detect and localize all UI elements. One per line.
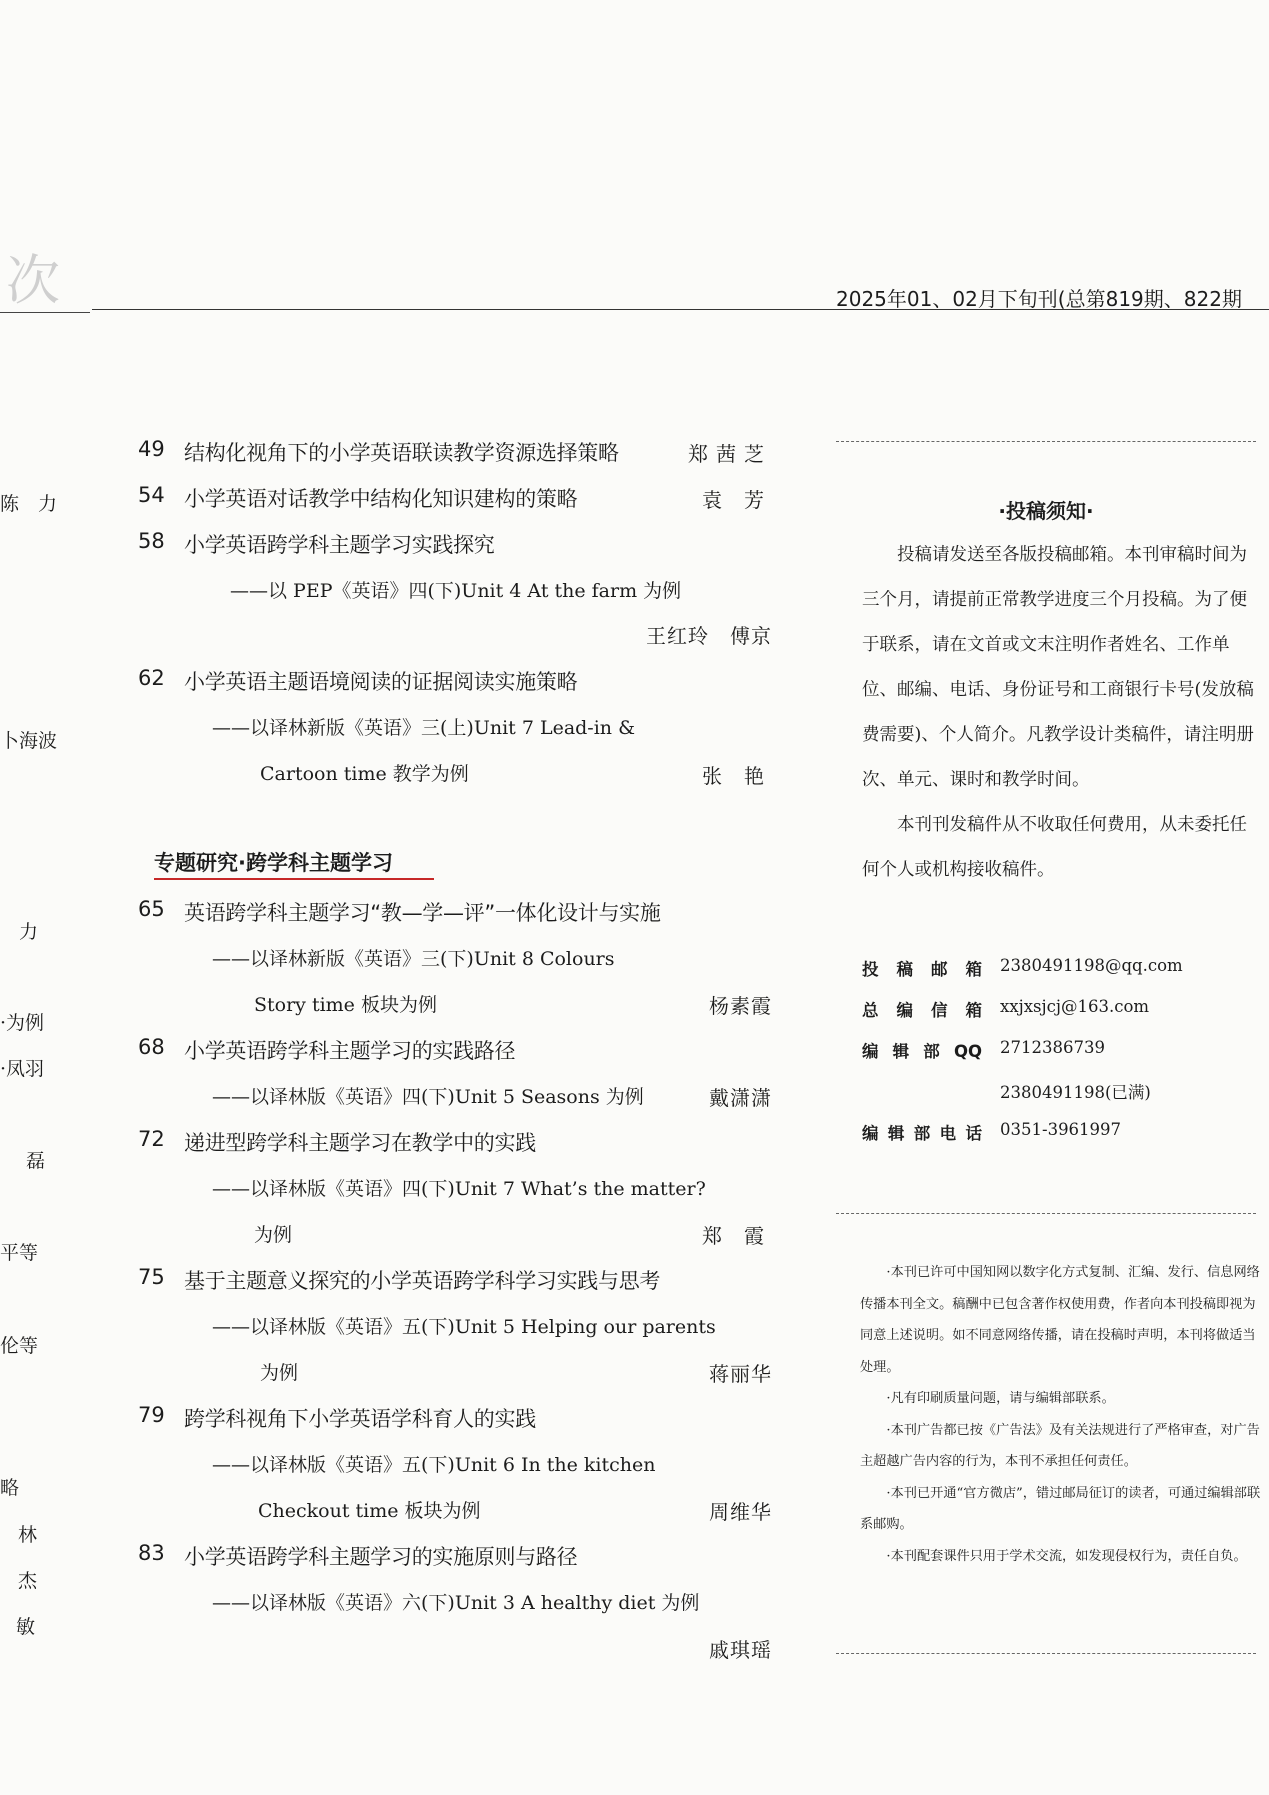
toc-title: 小学英语跨学科主题学习的实施原则与路径: [184, 1545, 578, 1569]
left-fragment: 林: [18, 1524, 38, 1546]
toc-author: 戴潇潇: [709, 1086, 772, 1110]
contact-label: 编辑部电话: [862, 1124, 982, 1143]
left-fragment: 磊: [26, 1150, 46, 1172]
toc-page-number: 54: [138, 483, 165, 507]
toc-page-number: 79: [138, 1403, 165, 1427]
contact-value: 2712386739: [1000, 1038, 1105, 1057]
toc-title: 小学英语对话教学中结构化知识建构的策略: [184, 487, 578, 511]
toc-author: 郑霞: [702, 1224, 786, 1248]
toc-subtitle: ——以译林新版《英语》三(上)Unit 7 Lead-in &: [212, 717, 635, 739]
toc-author: 袁芳: [702, 488, 786, 512]
section-heading: 专题研究·跨学科主题学习: [154, 851, 393, 875]
notice-paragraph: 投稿请发送至各版投稿邮箱。本刊审稿时间为三个月，请提前正常教学进度三个月投稿。为了便于联系，请在文首或文末注明作者姓名、工作单位、邮编、电话、身份证号和工商银行卡号(发放稿费需要)、个人简介。凡教学设计类稿件，请注明册次、单元、课时和教学时间。: [862, 545, 1254, 790]
left-fragment: ·凤羽: [0, 1058, 45, 1080]
fine-print-item: ·凡有印刷质量问题，请与编辑部联系。: [886, 1391, 1115, 1406]
left-fragment: 伦等: [0, 1335, 39, 1357]
toc-page-number: 62: [138, 666, 165, 690]
contact-value: 0351-3961997: [1000, 1120, 1122, 1139]
toc-page-number: 68: [138, 1035, 165, 1059]
contact-label: 投稿邮箱: [862, 960, 982, 979]
toc-subtitle: Cartoon time 教学为例: [260, 763, 469, 785]
dashed-divider: [836, 1653, 1256, 1654]
notice-title: ·投稿须知·: [998, 499, 1094, 523]
fine-print-item: ·本刊广告都已按《广告法》及有关法规进行了严格审查，对广告主超越广告内容的行为，本刊不承担任何责任。: [860, 1422, 1260, 1469]
toc-subtitle: ——以 PEP《英语》四(下)Unit 4 At the farm 为例: [230, 580, 682, 602]
toc-author: 杨素霞: [709, 994, 772, 1018]
header-chapter-glyph: 次: [6, 249, 58, 312]
left-fragment: ·为例: [0, 1012, 45, 1034]
toc-title: 基于主题意义探究的小学英语跨学科学习实践与思考: [184, 1269, 661, 1293]
header-rule-left: [0, 312, 90, 313]
toc-subtitle: Checkout time 板块为例: [258, 1500, 481, 1522]
fine-print: [860, 1257, 1262, 1572]
toc-title: 递进型跨学科主题学习在教学中的实践: [184, 1131, 536, 1155]
issue-info: 2025年01、02月下旬刊(总第819期、822期: [836, 287, 1242, 311]
left-fragment: 略: [0, 1477, 20, 1499]
toc-subtitle: ——以译林版《英语》六(下)Unit 3 A healthy diet 为例: [212, 1592, 700, 1614]
toc-title: 结构化视角下的小学英语联读教学资源选择策略: [184, 441, 619, 465]
left-fragment: 平等: [0, 1242, 39, 1264]
notice-body: [862, 533, 1262, 893]
toc-author: 王红玲 傅京: [646, 624, 772, 648]
toc-page-number: 72: [138, 1127, 165, 1151]
contact-value: xxjxsjcj@163.com: [1000, 997, 1150, 1016]
toc-page-number: 58: [138, 529, 165, 553]
toc-page-number: 75: [138, 1265, 165, 1289]
toc-page-number: 83: [138, 1541, 165, 1565]
left-fragment: 力: [0, 921, 39, 943]
toc-subtitle: 为例: [254, 1224, 293, 1246]
dashed-divider: [836, 1213, 1256, 1214]
toc-title: 小学英语跨学科主题学习实践探究: [184, 533, 495, 557]
left-fragment: 敏: [16, 1616, 36, 1638]
toc-page-number: 49: [138, 437, 165, 461]
toc-author: 张艳: [702, 764, 786, 788]
left-fragment: 杰: [18, 1570, 38, 1592]
toc-author: 周维华: [709, 1500, 772, 1524]
toc-subtitle: ——以译林版《英语》五(下)Unit 6 In the kitchen: [212, 1454, 656, 1476]
toc-page-number: 65: [138, 897, 165, 921]
contact-label: 编辑部QQ: [862, 1042, 982, 1061]
toc-author: 郑茜芝: [688, 442, 772, 466]
section-underline: [154, 878, 434, 880]
toc-subtitle: 为例: [260, 1362, 299, 1384]
toc-author: 蒋丽华: [709, 1362, 772, 1386]
toc-subtitle: ——以译林版《英语》五(下)Unit 5 Helping our parents: [212, 1316, 716, 1338]
contact-label: 总编信箱: [862, 1001, 982, 1020]
fine-print-item: ·本刊已许可中国知网以数字化方式复制、汇编、发行、信息网络传播本刊全文。稿酬中已包含著作权使用费，作者向本刊投稿即视为同意上述说明。如不同意网络传播，请在投稿时声明，本刊将做适当处理。: [860, 1265, 1260, 1375]
toc-subtitle: ——以译林新版《英语》三(下)Unit 8 Colours: [212, 948, 615, 970]
left-fragment: 卜海波: [0, 730, 58, 752]
toc-subtitle: Story time 板块为例: [254, 994, 437, 1016]
toc-title: 小学英语跨学科主题学习的实践路径: [184, 1039, 516, 1063]
contact-value: 2380491198@qq.com: [1000, 956, 1183, 975]
fine-print-item: ·本刊配套课件只用于学术交流，如发现侵权行为，责任自负。: [886, 1548, 1247, 1564]
toc-title: 跨学科视角下小学英语学科育人的实践: [184, 1407, 536, 1431]
toc-author: 戚琪瑶: [709, 1638, 772, 1662]
notice-paragraph: 本刊刊发稿件从不收取任何费用，从未委托任何个人或机构接收稿件。: [862, 815, 1247, 880]
toc-subtitle: ——以译林版《英语》四(下)Unit 5 Seasons 为例: [212, 1086, 644, 1108]
fine-print-item: ·本刊已开通“官方微店”，错过邮局征订的读者，可通过编辑部联系邮购。: [860, 1485, 1261, 1532]
toc-title: 英语跨学科主题学习“教—学—评”一体化设计与实施: [184, 901, 661, 925]
dashed-divider: [836, 441, 1256, 442]
toc-title: 小学英语主题语境阅读的证据阅读实施策略: [184, 670, 578, 694]
contact-value: 2380491198(已满): [1000, 1083, 1151, 1102]
left-fragment: 陈 力: [0, 493, 58, 515]
toc-subtitle: ——以译林版《英语》四(下)Unit 7 What’s the matter?: [212, 1178, 706, 1200]
